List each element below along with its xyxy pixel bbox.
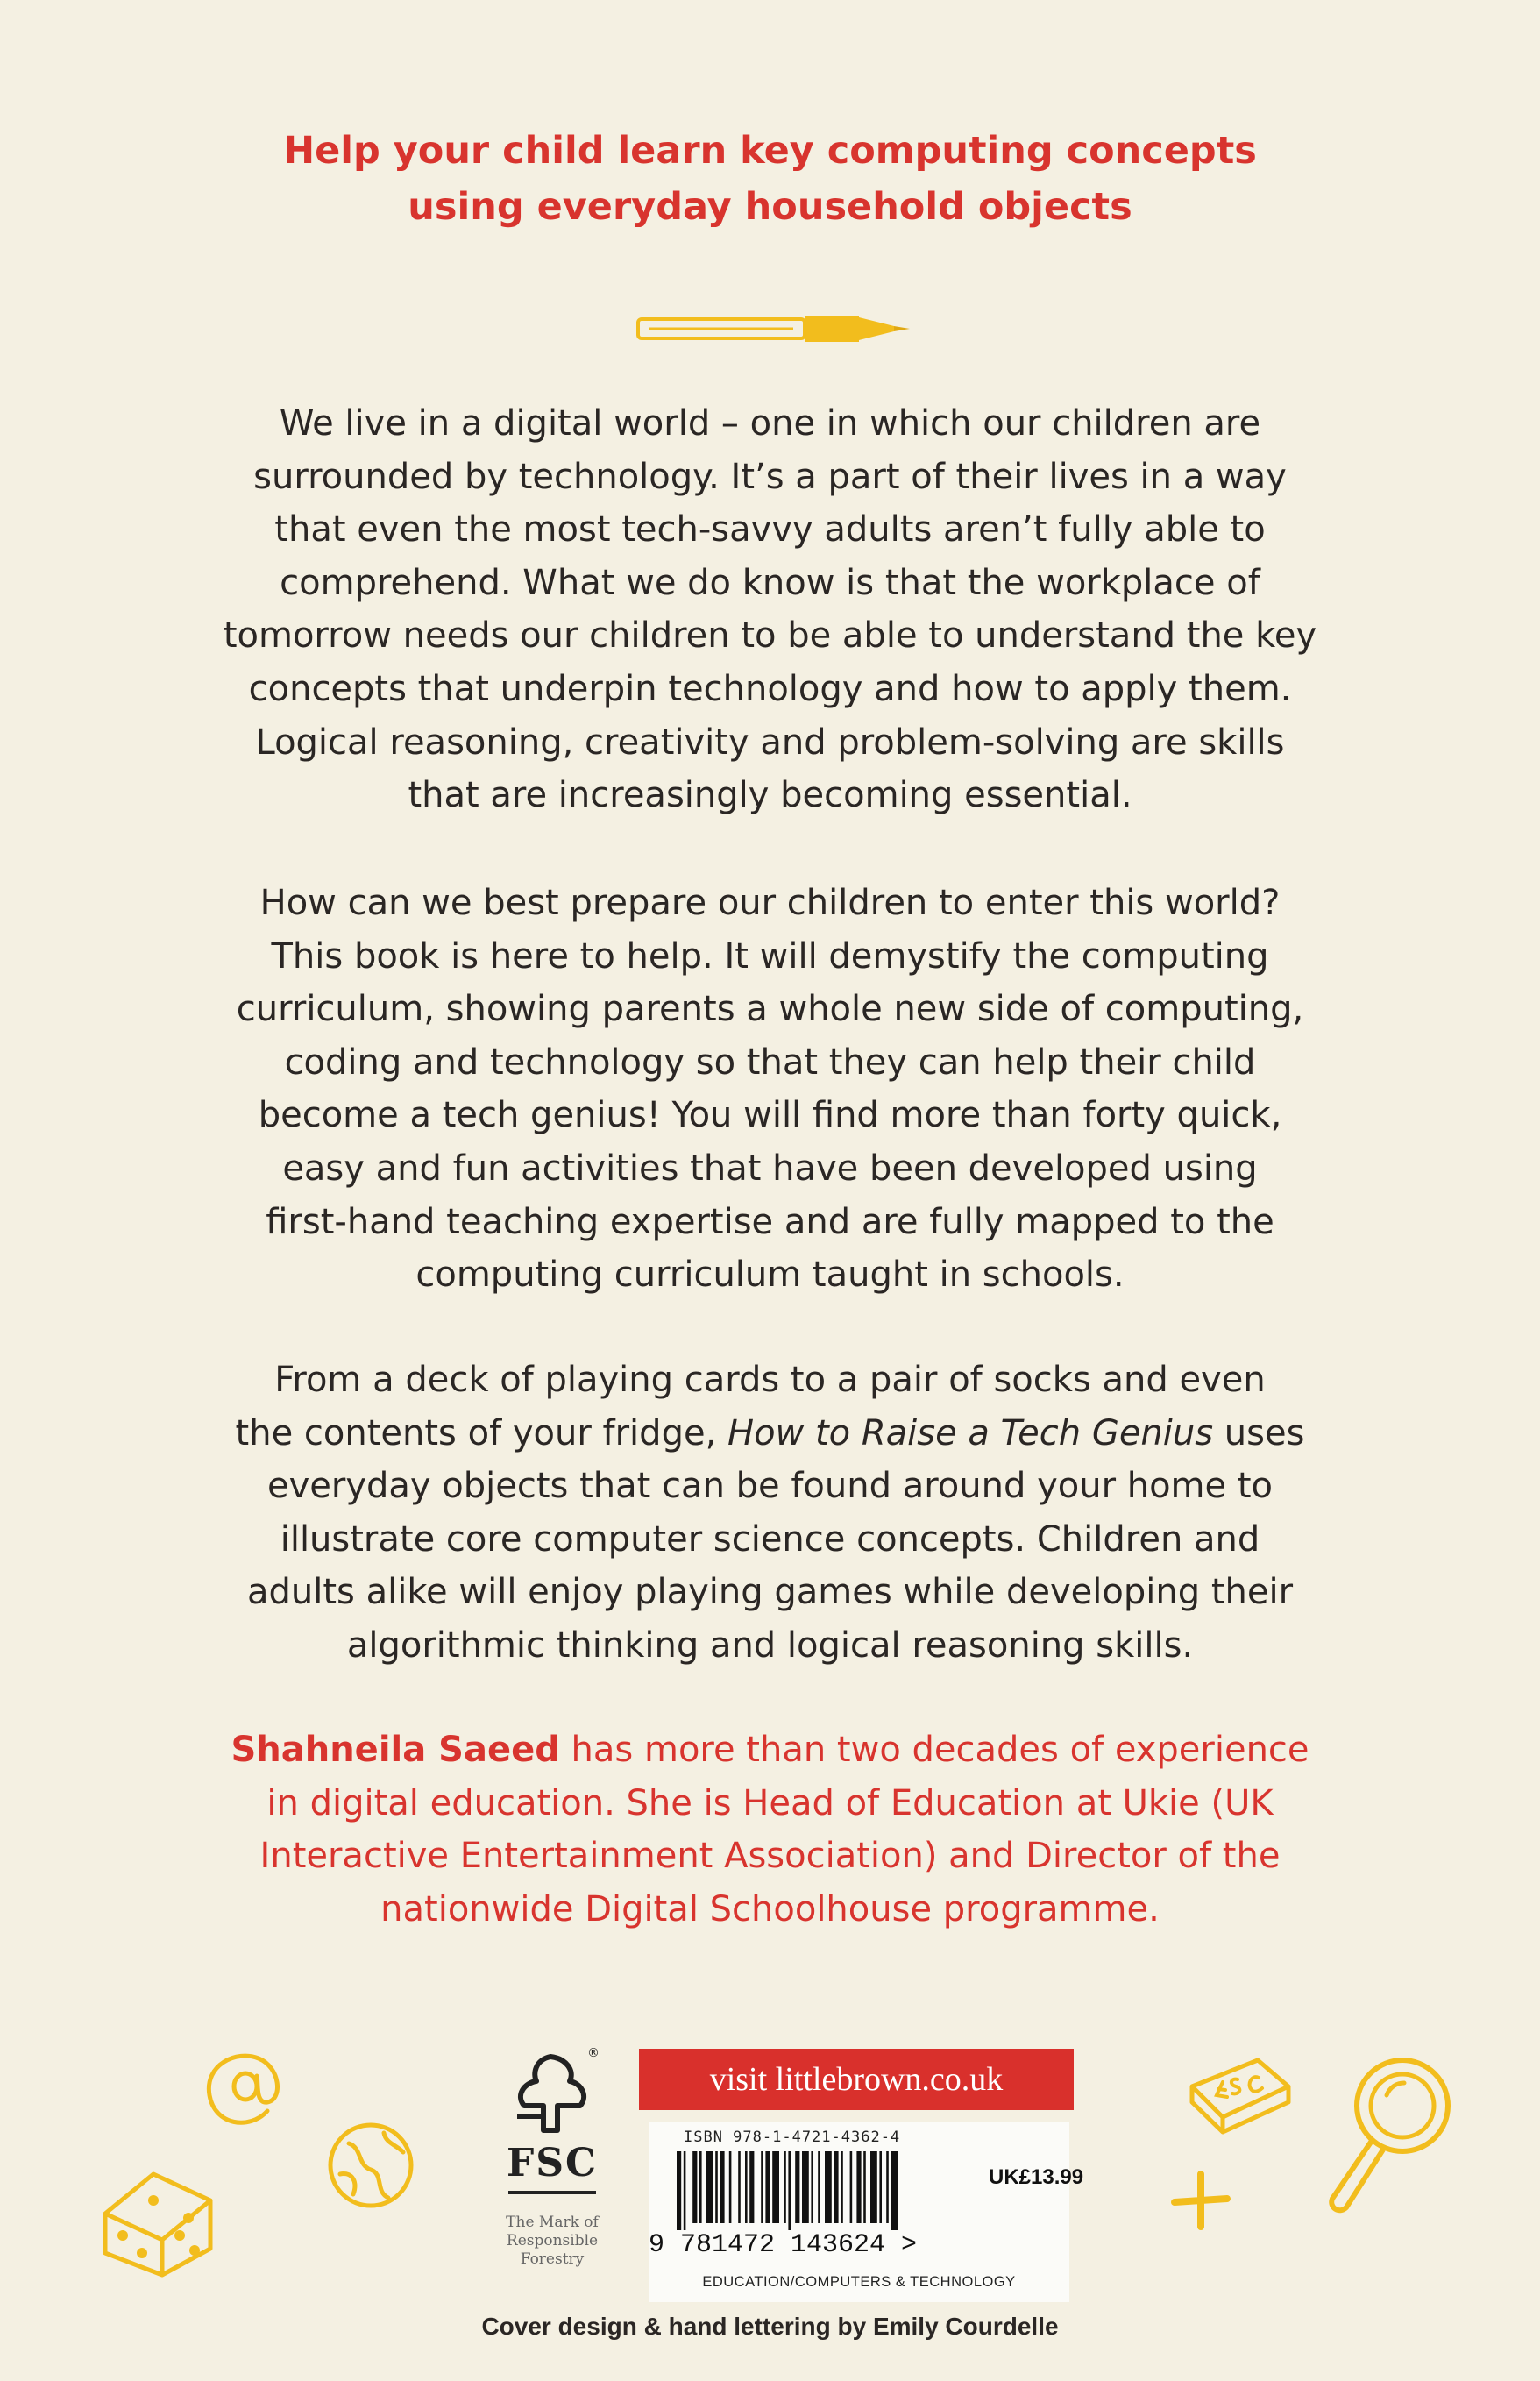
fsc-tagline-line: Forestry [520,2250,585,2268]
text-line: tomorrow needs our children to be able to understand the key [223,615,1317,657]
barcode-bar [677,2151,681,2230]
text-line: adults alike will enjoy playing games while developing their [246,1572,1294,1613]
text-line: We live in a digital world – one in which our children are [279,403,1261,444]
barcode-bar [715,2151,718,2223]
text-line: illustrate core computer science concepts. Children and [280,1518,1260,1560]
barcode-bar [749,2151,754,2223]
isbn-number: 9 781472 143624 > [649,2230,918,2260]
barcode-bar [795,2151,799,2223]
barcode-bar [706,2151,713,2223]
text-line: computing curriculum taught in schools. [415,1254,1125,1296]
paragraph-intro [0,397,1540,822]
text-line: become a tech genius! You will find more than forty quick, [258,1095,1282,1136]
fsc-tree-icon [500,2041,605,2137]
barcode-bar [886,2151,889,2223]
text-line: concepts that underpin technology and how to apply them. [248,668,1292,709]
text-line: comprehend. What we do know is that the workplace of [280,562,1260,603]
barcode-bar [841,2151,843,2223]
barcode-bar [850,2151,853,2223]
text-segment: uses [1213,1412,1305,1453]
barcode-bar [772,2151,779,2223]
barcode-bar [802,2151,809,2223]
dice-icon [88,2152,228,2284]
barcode-bar [765,2151,770,2223]
barcode-bar [788,2151,791,2230]
headline [0,123,1540,235]
text-line: surrounded by technology. It’s a part of their lives in a way [253,456,1287,497]
author-bio [0,1724,1540,1936]
barcode-bar [745,2151,748,2223]
barcode-bars [677,2151,975,2230]
barcode-bar [863,2151,866,2223]
text-line: easy and fun activities that have been developed using [282,1148,1258,1189]
barcode-bar [834,2151,838,2223]
barcode-bar [699,2151,702,2223]
price-label: UK£13.99 [989,2165,1084,2189]
author-name: Shahneila Saeed [231,1730,560,1770]
text-line: first-hand teaching expertise and are fully mapped to the [266,1201,1274,1242]
pen-icon [631,307,920,351]
at-sign-icon [197,2043,294,2139]
barcode-bar [692,2151,697,2223]
barcode-bar [720,2151,724,2223]
text-line: algorithmic thinking and logical reasoning skills. [346,1624,1194,1666]
text-segment: the contents of your fridge, [235,1412,727,1453]
paragraph-activities [0,1354,1540,1673]
barcode-bar [738,2151,741,2223]
text-line: coding and technology so that they can help their child [284,1041,1256,1083]
barcode-bar [784,2151,786,2223]
text-line: This book is here to help. It will demystify the computing [271,935,1269,977]
registered-mark: ® [587,2046,600,2060]
text-line: everyday objects that can be found around your home to [267,1466,1273,1507]
esc-key-icon [1175,2051,1306,2139]
text-line: curriculum, showing parents a whole new side of computing, [236,989,1304,1030]
barcode-bar [856,2151,861,2223]
fsc-tagline-line: Responsible [506,2232,599,2250]
plus-icon [1166,2165,1236,2235]
barcode-bar [825,2151,832,2223]
text-line: Logical reasoning, creativity and problem-solving are skills [255,721,1285,763]
barcode-bar [729,2151,732,2223]
barcode-bar [879,2151,882,2223]
text-line: that even the most tech-savvy adults aren’t fully able to [274,509,1266,551]
headline-line: using everyday household objects [408,185,1132,229]
text-line: nationwide Digital Schoolhouse programme. [380,1888,1160,1930]
text-line [0,1724,1540,1777]
text-line: How can we best prepare our children to enter this world? [259,883,1281,923]
category-label: EDUCATION/COMPUTERS & TECHNOLOGY [702,2274,1016,2290]
divider [508,2191,596,2194]
magnifier-icon [1306,2043,1464,2227]
globe-icon [323,2117,419,2214]
publisher-website-banner: visit littlebrown.co.uk [639,2049,1074,2110]
text-line: that are increasingly becoming essential. [408,775,1132,816]
cover-credit: Cover design & hand lettering by Emily Courdelle [481,2313,1059,2340]
book-title: How to Raise a Tech Genius [727,1412,1214,1453]
text-line [0,1407,1540,1461]
barcode-bar [870,2151,877,2223]
text-segment: has more than two decades of experience [559,1730,1309,1770]
barcode-bar [818,2151,820,2223]
fsc-tagline [482,2214,622,2269]
fsc-label: FSC [506,2141,599,2186]
barcode-bar [761,2151,763,2223]
barcode-bar [684,2151,686,2230]
barcode-bar [811,2151,813,2223]
barcode-panel [649,2122,1084,2302]
barcode-bar [891,2151,898,2230]
text-line: Interactive Entertainment Association) and Director of the [259,1836,1281,1877]
isbn-label: ISBN 978-1-4721-4362-4 [684,2129,901,2146]
text-line: From a deck of playing cards to a pair of socks and even [274,1360,1266,1400]
headline-line: Help your child learn key computing concepts [283,129,1257,173]
fsc-logo [482,2041,622,2304]
paragraph-purpose [0,877,1540,1302]
fsc-tagline-line: The Mark of [506,2214,599,2231]
text-line: in digital education. She is Head of Education at Ukie (UK [266,1782,1274,1823]
